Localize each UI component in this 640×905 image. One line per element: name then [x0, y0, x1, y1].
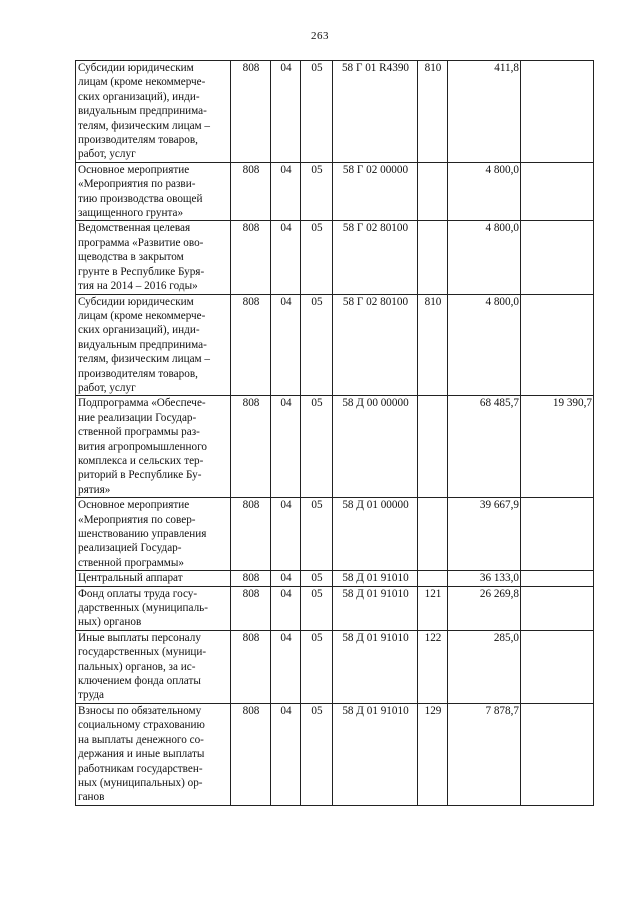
amount-extra-cell: [521, 498, 594, 571]
row-name-line: держания и иные выплаты: [78, 748, 205, 761]
ministry-code-cell: 808: [231, 396, 271, 498]
expense-type-cell: [418, 571, 448, 586]
subsection-code-cell: 05: [301, 630, 333, 703]
amount-extra-cell: [521, 571, 594, 586]
ministry-code-cell: 808: [231, 61, 271, 163]
row-name-line: видуальным предпринима-: [78, 338, 207, 351]
table-row: [76, 630, 594, 703]
row-name-line: производителям товаров,: [78, 134, 198, 147]
amount-extra-cell: [521, 294, 594, 396]
subsection-code-cell: 05: [301, 294, 333, 396]
row-name-line: ние реализации Государ-: [78, 411, 197, 424]
row-name-cell: [76, 61, 231, 163]
row-name-line: ных (муниципальных) ор-: [78, 776, 203, 789]
amount-cell: 36 133,0: [448, 571, 521, 586]
table-row: [76, 571, 594, 586]
row-name-line: ских организаций), инди-: [78, 324, 200, 337]
subsection-code-cell: 05: [301, 61, 333, 163]
target-article-cell: 58 Д 01 91010: [333, 571, 418, 586]
table-row: [76, 221, 594, 294]
row-name-line: труда: [78, 689, 105, 702]
ministry-code-cell: 808: [231, 571, 271, 586]
budget-table: [75, 60, 594, 806]
row-name-line: реализацией Государ-: [78, 542, 182, 555]
row-name-line: Центральный аппарат: [78, 572, 183, 585]
row-name-line: социальному страхованию: [78, 719, 205, 732]
row-name-line: работ, услуг: [78, 381, 136, 394]
row-name-line: риторий в Республике Бу-: [78, 469, 202, 482]
ministry-code-cell: 808: [231, 294, 271, 396]
ministry-code-cell: 808: [231, 586, 271, 630]
row-name-line: тию производства овощей: [78, 192, 203, 205]
subsection-code-cell: 05: [301, 221, 333, 294]
amount-extra-cell: [521, 221, 594, 294]
section-code-cell: 04: [271, 396, 301, 498]
expense-type-cell: 121: [418, 586, 448, 630]
subsection-code-cell: 05: [301, 703, 333, 805]
section-code-cell: 04: [271, 703, 301, 805]
row-name-line: «Мероприятия по совер-: [78, 513, 196, 526]
ministry-code-cell: 808: [231, 162, 271, 221]
row-name-line: Основное мероприятие: [78, 163, 190, 176]
ministry-code-cell: 808: [231, 703, 271, 805]
row-name-line: тия на 2014 – 2016 годы»: [78, 280, 198, 293]
expense-type-cell: [418, 221, 448, 294]
row-name-line: телям, физическим лицам –: [78, 353, 211, 366]
row-name-line: вития агропромышленного: [78, 440, 208, 453]
row-name-line: ственной программы раз-: [78, 426, 200, 439]
row-name-line: защищенного грунта»: [78, 207, 184, 220]
expense-type-cell: 122: [418, 630, 448, 703]
expense-type-cell: [418, 162, 448, 221]
amount-cell: 4 800,0: [448, 162, 521, 221]
ministry-code-cell: 808: [231, 630, 271, 703]
section-code-cell: 04: [271, 294, 301, 396]
table-row: [76, 498, 594, 571]
target-article-cell: 58 Д 01 00000: [333, 498, 418, 571]
row-name-line: лицам (кроме некоммерче-: [78, 76, 206, 89]
table-body: [76, 61, 594, 806]
amount-cell: 4 800,0: [448, 294, 521, 396]
table-row: [76, 294, 594, 396]
target-article-cell: 58 Д 01 91010: [333, 586, 418, 630]
section-code-cell: 04: [271, 221, 301, 294]
row-name-cell: [76, 586, 231, 630]
row-name-cell: [76, 162, 231, 221]
row-name-cell: [76, 396, 231, 498]
subsection-code-cell: 05: [301, 571, 333, 586]
table-row: [76, 162, 594, 221]
target-article-cell: 58 Г 01 R4390: [333, 61, 418, 163]
row-name-line: «Мероприятия по разви-: [78, 178, 196, 191]
target-article-cell: 58 Д 01 91010: [333, 630, 418, 703]
row-name-line: на выплаты денежного со-: [78, 733, 204, 746]
amount-cell: 26 269,8: [448, 586, 521, 630]
row-name-line: Ведомственная целевая: [78, 222, 191, 235]
target-article-cell: 58 Г 02 00000: [333, 162, 418, 221]
target-article-cell: 58 Г 02 80100: [333, 294, 418, 396]
amount-extra-cell: [521, 61, 594, 163]
amount-extra-cell: [521, 630, 594, 703]
expense-type-cell: 129: [418, 703, 448, 805]
row-name-line: щеводства в закрытом: [78, 251, 184, 264]
subsection-code-cell: 05: [301, 498, 333, 571]
row-name-line: телям, физическим лицам –: [78, 119, 211, 132]
row-name-line: грунте в Республике Буря-: [78, 265, 205, 278]
row-name-cell: [76, 221, 231, 294]
row-name-line: Иные выплаты персоналу: [78, 631, 201, 644]
row-name-line: Подпрограмма «Обеспече-: [78, 397, 206, 410]
amount-cell: 7 878,7: [448, 703, 521, 805]
amount-cell: 68 485,7: [448, 396, 521, 498]
expense-type-cell: 810: [418, 61, 448, 163]
table-row: [76, 703, 594, 805]
row-name-line: производителям товаров,: [78, 367, 198, 380]
section-code-cell: 04: [271, 61, 301, 163]
row-name-line: работ, услуг: [78, 148, 136, 161]
section-code-cell: 04: [271, 630, 301, 703]
ministry-code-cell: 808: [231, 498, 271, 571]
row-name-cell: [76, 703, 231, 805]
amount-cell: 285,0: [448, 630, 521, 703]
target-article-cell: 58 Д 00 00000: [333, 396, 418, 498]
amount-cell: 411,8: [448, 61, 521, 163]
target-article-cell: 58 Д 01 91010: [333, 703, 418, 805]
section-code-cell: 04: [271, 571, 301, 586]
subsection-code-cell: 05: [301, 162, 333, 221]
amount-extra-cell: 19 390,7: [521, 396, 594, 498]
target-article-cell: 58 Г 02 80100: [333, 221, 418, 294]
row-name-line: Субсидии юридическим: [78, 62, 194, 74]
row-name-line: ственной программы»: [78, 556, 184, 569]
section-code-cell: 04: [271, 498, 301, 571]
expense-type-cell: [418, 396, 448, 498]
ministry-code-cell: 808: [231, 221, 271, 294]
row-name-line: лицам (кроме некоммерче-: [78, 309, 206, 322]
row-name-line: государственных (муници-: [78, 646, 207, 659]
amount-extra-cell: [521, 703, 594, 805]
amount-extra-cell: [521, 586, 594, 630]
row-name-line: ских организаций), инди-: [78, 90, 200, 103]
row-name-line: пальных) органов, за ис-: [78, 660, 196, 673]
row-name-line: ганов: [78, 791, 105, 804]
row-name-line: комплекса и сельских тер-: [78, 454, 204, 467]
row-name-line: рятия»: [78, 483, 111, 496]
table-row: [76, 396, 594, 498]
row-name-cell: [76, 630, 231, 703]
amount-cell: 39 667,9: [448, 498, 521, 571]
row-name-cell: [76, 498, 231, 571]
expense-type-cell: 810: [418, 294, 448, 396]
amount-cell: 4 800,0: [448, 221, 521, 294]
row-name-cell: [76, 571, 231, 586]
subsection-code-cell: 05: [301, 586, 333, 630]
table-row: [76, 61, 594, 163]
row-name-line: шенствованию управления: [78, 528, 207, 540]
subsection-code-cell: 05: [301, 396, 333, 498]
section-code-cell: 04: [271, 586, 301, 630]
table-row: [76, 586, 594, 630]
row-name-line: Основное мероприятие: [78, 499, 190, 512]
page-number: 263: [311, 30, 329, 42]
row-name-line: ключением фонда оплаты: [78, 675, 201, 688]
row-name-line: Субсидии юридическим: [78, 295, 194, 308]
row-name-line: программа «Развитие ово-: [78, 236, 204, 249]
row-name-line: ных) органов: [78, 616, 142, 629]
row-name-line: Взносы по обязательному: [78, 704, 202, 717]
section-code-cell: 04: [271, 162, 301, 221]
row-name-line: работникам государствен-: [78, 762, 203, 775]
row-name-line: дарственных (муниципаль-: [78, 602, 208, 615]
row-name-cell: [76, 294, 231, 396]
row-name-line: видуальным предпринима-: [78, 105, 207, 118]
row-name-line: Фонд оплаты труда госу-: [78, 587, 198, 600]
expense-type-cell: [418, 498, 448, 571]
amount-extra-cell: [521, 162, 594, 221]
